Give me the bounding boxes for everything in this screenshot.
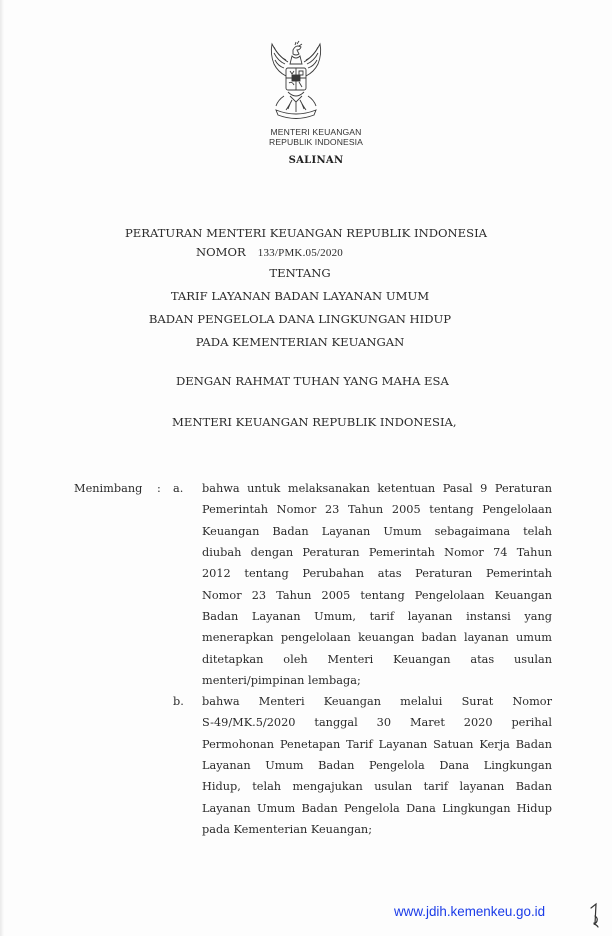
consideration-b-line: pada Kementerian Keuangan; (202, 823, 373, 837)
nomor-value: 133/PMK.05/2020 (257, 247, 343, 259)
subject-line-2: BADAN PENGELOLA DANA LINGKUNGAN HIDUP (148, 312, 452, 326)
jdih-website-link[interactable]: www.jdih.kemenkeu.go.id (394, 904, 546, 919)
consideration-a-line: 2012 tentang Perubahan atas Peraturan Pemerintah (202, 567, 552, 581)
consideration-a-line: ditetapkan oleh Menteri Keuangan atas usulan (202, 652, 552, 666)
subject-line-1: TARIF LAYANAN BADAN LAYANAN UMUM (170, 289, 430, 303)
scan-edge-shadow (0, 0, 4, 936)
regulation-number (196, 245, 343, 259)
consideration-a-line: Nomor 23 Tahun 2005 tentang Pengelolaan Keuangan (202, 588, 552, 602)
nomor-label: NOMOR (196, 245, 246, 259)
consideration-a-line: Keuangan Badan Layanan Umum sebagaimana telah (202, 524, 552, 538)
menimbang-colon: : (157, 482, 161, 495)
consideration-a (202, 478, 552, 691)
consideration-b-line: Permohonan Penetapan Tarif Layanan Satuan Kerja Badan (202, 737, 552, 751)
consideration-a-line: Badan Layanan Umum, tarif layanan instansi yang (202, 610, 552, 624)
consideration-a-line: menteri/pimpinan lembaga; (202, 674, 361, 688)
garuda-emblem-icon (266, 40, 326, 124)
item-a-marker: a. (173, 482, 184, 495)
handwritten-page-mark-icon (588, 902, 602, 928)
tentang-label: TENTANG (269, 266, 331, 280)
consideration-b-line: S-49/MK.5/2020 tanggal 30 Maret 2020 perihal (202, 716, 552, 730)
subject-line-3: PADA KEMENTERIAN KEUANGAN (195, 335, 405, 349)
issuer: MENTERI KEUANGAN REPUBLIK INDONESIA, (172, 415, 457, 429)
menimbang-label: Menimbang (74, 482, 143, 495)
consideration-a-line: menerapkan pengelolaan keuangan badan layanan umum (202, 631, 552, 645)
item-b-marker: b. (173, 695, 184, 708)
ministry-letterhead (256, 127, 376, 147)
consideration-b-line: Hidup, telah mengajukan usulan tarif layanan Badan (202, 780, 552, 794)
consideration-a-line: Pemerintah Nomor 23 Tahun 2005 tentang Pengelolaan (202, 503, 552, 517)
consideration-a-line: diubah dengan Peraturan Pemerintah Nomor 74 Tahun (202, 546, 552, 560)
consideration-a-line: bahwa untuk melaksanakan ketentuan Pasal 9 Peraturan (202, 482, 552, 495)
consideration-b (202, 691, 552, 840)
invocation: DENGAN RAHMAT TUHAN YANG MAHA ESA (176, 374, 449, 388)
copy-label: SALINAN (288, 155, 344, 166)
ministry-line-1: MENTERI KEUANGAN (270, 127, 362, 137)
consideration-b-line: bahwa Menteri Keuangan melalui Surat Nomor (202, 695, 552, 708)
consideration-b-line: Layanan Umum Badan Pengelola Dana Lingkungan Hidup (202, 801, 552, 815)
regulation-title: PERATURAN MENTERI KEUANGAN REPUBLIK INDONESIA (124, 226, 488, 240)
ministry-line-2: REPUBLIK INDONESIA (269, 137, 363, 147)
consideration-b-line: Layanan Umum Badan Pengelola Dana Lingkungan (202, 759, 552, 773)
